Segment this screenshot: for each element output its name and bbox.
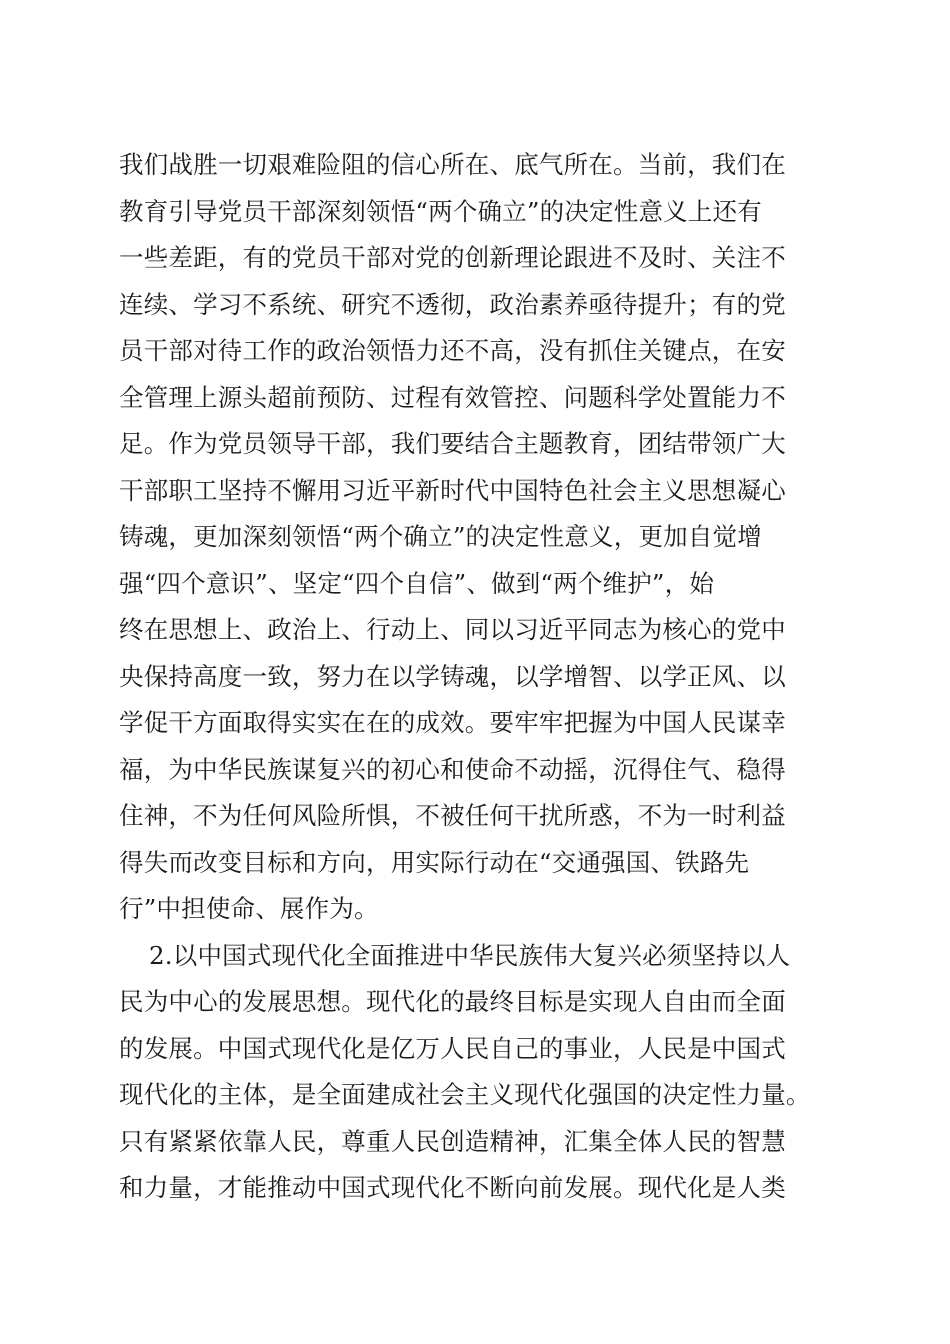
text-line: 福，为中华民族谋复兴的初心和使命不动摇，沉得住气、稳得 [119, 754, 786, 784]
text-line: 现代化的主体，是全面建成社会主义现代化强国的决定性力量。 [119, 1080, 811, 1109]
text-line: 教育引导党员干部深刻领悟“两个确立”的决定性意义上还有 [119, 196, 762, 226]
text-line: 干部职工坚持不懈用习近平新时代中国特色社会主义思想凝心 [119, 475, 786, 505]
text-line: 行”中担使命、展作为。 [119, 894, 379, 923]
text-line: 铸魂，更加深刻领悟“两个确立”的决定性意义，更加自觉增 [119, 522, 762, 551]
text-line: 央保持高度一致，努力在以学铸魂，以学增智、以学正风、以 [119, 661, 786, 691]
text-line: 学促干方面取得实实在在的成效。要牢牢把握为中国人民谋幸 [119, 708, 786, 737]
text-line: 我们战胜一切艰难险阻的信心所在、底气所在。当前，我们在 [119, 150, 786, 179]
text-line: 民为中心的发展思想。现代化的最终目标是实现人自由而全面 [119, 987, 786, 1016]
text-line: 只有紧紧依靠人民，尊重人民创造精神，汇集全体人民的智慧 [119, 1126, 786, 1156]
text-line: 得失而改变目标和方向，用实际行动在“交通强国、铁路先 [119, 847, 750, 877]
text-line: 住神，不为任何风险所惧，不被任何干扰所惑，不为一时利益 [119, 801, 786, 830]
body-text [119, 142, 839, 1212]
text-line: 足。作为党员领导干部，我们要结合主题教育，团结带领广大 [119, 429, 786, 458]
text-line: 和力量，才能推动中国式现代化不断向前发展。现代化是人类 [119, 1173, 786, 1202]
text-line: 的发展。中国式现代化是亿万人民自己的事业，人民是中国式 [119, 1033, 786, 1063]
text-line: 员干部对待工作的政治领悟力还不高，没有抓住关键点，在安 [119, 336, 786, 365]
text-line: 终在思想上、政治上、行动上、同以习近平同志为核心的党中 [119, 615, 786, 644]
text-line: 全管理上源头超前预防、过程有效管控、问题科学处置能力不 [119, 382, 786, 412]
text-line: 强“四个意识”、坚定“四个自信”、做到“两个维护”，始 [119, 568, 715, 598]
section-heading-line: 2.以中国式现代化全面推进中华民族伟大复兴必须坚持以人 [149, 940, 791, 970]
text-line: 连续、学习不系统、研究不透彻，政治素养亟待提升；有的党 [119, 289, 786, 319]
text-line: 一些差距，有的党员干部对党的创新理论跟进不及时、关注不 [119, 243, 786, 272]
